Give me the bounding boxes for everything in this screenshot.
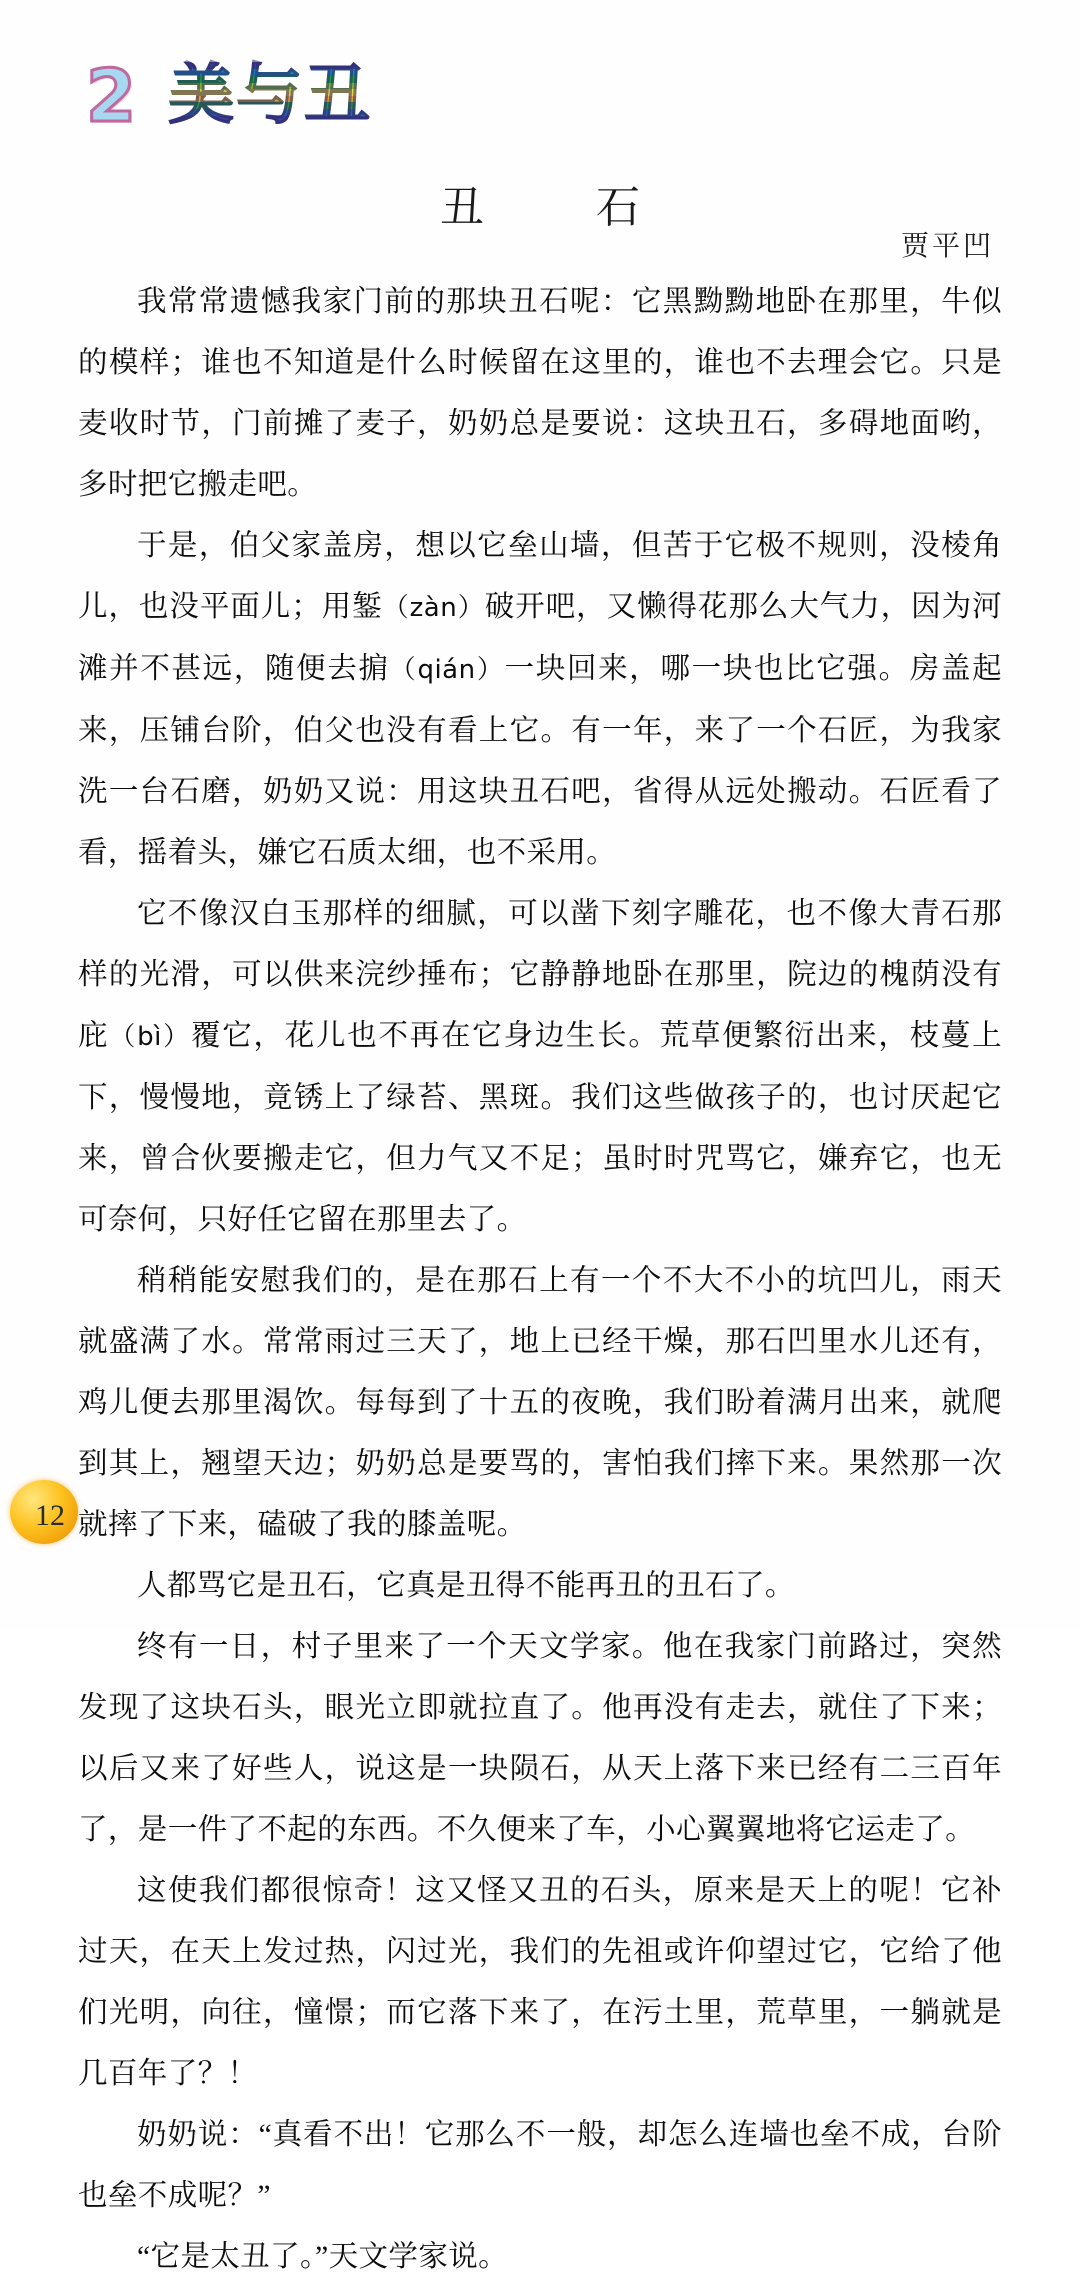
paragraph-1: 我常常遗憾我家门前的那块丑石呢：它黑黝黝地卧在那里，牛似的模样；谁也不知道是什么时候留在这里的，谁也不去理会它。只是麦收时节，门前摊了麦子，奶奶总是要说：这块丑石，多碍地面哟，多时把它搬走吧。 xyxy=(78,286,1002,501)
lesson-title: 丑 石 xyxy=(440,183,674,233)
paragraph-6: 终有一日，村子里来了一个天文学家。他在我家门前路过，突然发现了这块石头，眼光立即就拉直了。他再没有走去，就住了下来；以后又来了好些人，说这是一块陨石，从天上落下来已经有二三百年了，是一件了不起的东西。不久便来了车，小心翼翼地将它运走了。 xyxy=(78,1631,1002,1846)
paragraph-7: 这使我们都很惊奇！这又怪又丑的石头，原来是天上的呢！它补过天，在天上发过热，闪过光，我们的先祖或许仰望过它，它给了他们光明，向往，憧憬；而它落下来了，在污土里，荒草里，一躺就是几百年了？！ xyxy=(78,1875,1002,2090)
pinyin-annotation: （zàn） xyxy=(382,593,485,623)
paragraph-5: 人都骂它是丑石，它真是丑得不能再丑的丑石了。 xyxy=(137,1570,795,1602)
pinyin-annotation: （bì） xyxy=(109,1022,192,1052)
paragraph-text: 破开吧，又懒得花那么大气力，因为河滩并不甚远，随便去掮 xyxy=(78,591,1002,685)
lesson-author: 贾平凹 xyxy=(900,231,994,262)
paragraph-text: 于是，伯父家盖房，想以它垒山墙，但苦于它极不规则，没棱角儿，也没平面儿；用錾 xyxy=(78,530,1002,623)
page-number: 12 xyxy=(35,1499,65,1532)
paragraph-2 xyxy=(78,516,1002,884)
paragraph-text: 它不像汉白玉那样的细腻，可以凿下刻字雕花，也不像大青石那样的光滑，可以供来浣纱捶布；它静静地卧在那里，院边的槐荫没有庇 xyxy=(78,898,1002,1052)
paragraph-3 xyxy=(78,884,1002,1251)
unit-number: 2 xyxy=(86,62,142,130)
unit-title: 美与丑 xyxy=(168,56,373,133)
paragraph-4: 稍稍能安慰我们的，是在那石上有一个不大不小的坑凹儿，雨天就盛满了水。常常雨过三天了，地上已经干燥，那石凹里水儿还有，鸡儿便去那里渴饮。每每到了十五的夜晚，我们盼着满月出来，就爬到其上，翘望天边；奶奶总是要骂的，害怕我们摔下来。果然那一次就摔了下来，磕破了我的膝盖呢。 xyxy=(78,1265,1002,1541)
paragraph-8: 奶奶说：“真看不出！它那么不一般，却怎么连墙也垒不成，台阶也垒不成呢？” xyxy=(78,2119,1002,2212)
paragraph-text: 一块回来，哪一块也比它强。房盖起来，压铺台阶，伯父也没有看上它。有一年，来了一个石匠，为我家洗一台石磨，奶奶又说：用这块丑石吧，省得从远处搬动。石匠看了看，摇着头，嫌它石质太细，也不采用。 xyxy=(78,653,1002,869)
unit-header xyxy=(86,34,373,138)
paragraph-text: 覆它，花儿也不再在它身边生长。荒草便繁衍出来，枝蔓上下，慢慢地，竟锈上了绿苔、黑斑。我们这些做孩子的，也讨厌起它来，曾合伙要搬走它，但力气又不足；虽时时咒骂它，嫌弃它，也无可奈何，只好任它留在那里去了。 xyxy=(78,1020,1002,1236)
article-body xyxy=(78,272,1002,2288)
page-number-badge xyxy=(10,1480,78,1544)
pinyin-annotation: （qián） xyxy=(389,655,505,685)
paragraph-9: “它是太丑了。”天文学家说。 xyxy=(137,2241,509,2273)
